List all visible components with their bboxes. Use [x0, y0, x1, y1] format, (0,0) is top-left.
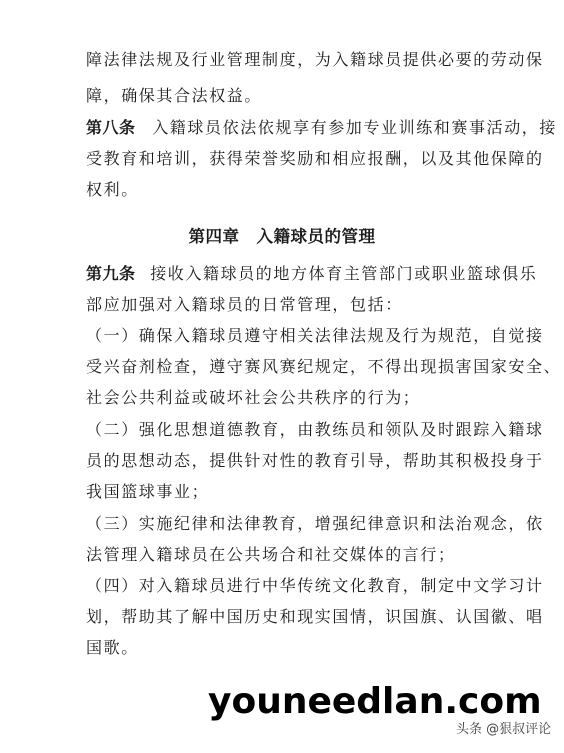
text-line: 部应加强对入籍球员的日常管理，包括：	[86, 295, 403, 314]
text-line: 障，确保其合法权益。	[86, 86, 263, 105]
text-line: （四）对入籍球员进行中华传统文化教育，制定中文学习计	[86, 576, 544, 595]
chapter-heading: 第四章 入籍球员的管理	[188, 227, 376, 246]
text-line: 受教育和培训，获得荣誉奖励和相应报酬，以及其他保障的	[86, 149, 544, 168]
article-9-line	[86, 264, 537, 284]
text-line: （三）实施纪律和法律教育，增强纪律意识和法治观念，依	[86, 514, 544, 533]
source-credit: 头条 @狠叔评论	[456, 722, 552, 737]
article-9-label: 第九条	[86, 264, 136, 283]
text-line: 员的思想动态，提供针对性的教育引导，帮助其积极投身于	[86, 451, 544, 470]
text-line: 社会公共利益或破坏社会公共秩序的行为；	[86, 388, 421, 407]
site-watermark: youneedlan.com	[208, 681, 542, 722]
text-line: 受兴奋剂检查，遵守赛风赛纪规定，不得出现损害国家安全、	[86, 357, 562, 376]
text-line: 划，帮助其了解中国历史和现实国情，识国旗、认国徽、唱	[86, 607, 544, 626]
text-line: （二）强化思想道德教育，由教练员和领队及时跟踪入籍球	[86, 420, 544, 439]
article-9-text: 接收入籍球员的地方体育主管部门或职业篮球俱乐	[150, 264, 538, 283]
article-8-line	[86, 118, 557, 138]
text-line: （一）确保入籍球员遵守相关法律法规及行为规范，自觉接	[86, 326, 544, 345]
text-line: 权利。	[86, 180, 139, 199]
text-line: 我国篮球事业；	[86, 482, 210, 501]
text-line: 障法律法规及行业管理制度，为入籍球员提供必要的劳动保	[86, 50, 544, 69]
article-8-text: 入籍球员依法依规享有参加专业训练和赛事活动，接	[152, 118, 558, 137]
text-line: 国歌。	[86, 638, 139, 657]
article-8-label: 第八条	[86, 118, 136, 137]
text-line: 法管理入籍球员在公共场合和社交媒体的言行；	[86, 545, 456, 564]
